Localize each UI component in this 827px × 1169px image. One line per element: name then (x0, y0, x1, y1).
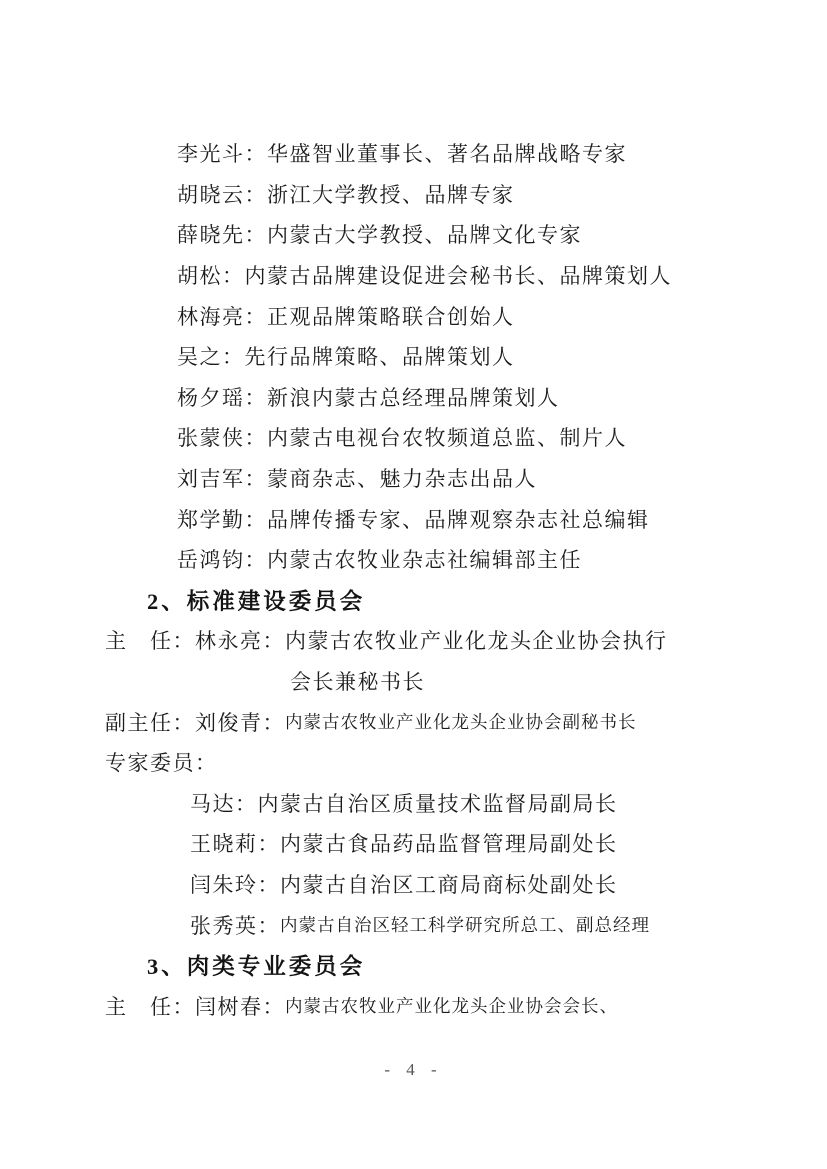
member-name: 刘俊青： (195, 710, 285, 735)
member-name: 李光斗： (177, 142, 267, 167)
section-heading-standards-committee: 2、标准建设委员会 (147, 588, 366, 614)
member-row (105, 498, 745, 539)
member-title: 蒙商杂志、魅力杂志出品人 (267, 467, 537, 492)
member-row (105, 174, 745, 215)
member-row (105, 539, 745, 580)
role-label: 主 任： (105, 629, 195, 654)
director-title-continuation (105, 661, 745, 702)
document-body (105, 133, 745, 1026)
member-row (105, 295, 745, 336)
director-row (105, 985, 745, 1026)
member-name: 闫朱玲： (190, 872, 280, 897)
member-name: 杨夕瑶： (177, 385, 267, 410)
member-title: 内蒙古大学教授、品牌文化专家 (267, 223, 582, 248)
experts-label-row (105, 742, 745, 783)
member-title: 内蒙古农牧业产业化龙头企业协会会长、 (285, 996, 618, 1017)
member-row (105, 377, 745, 418)
member-name: 薛晓先： (177, 223, 267, 248)
member-row (105, 336, 745, 377)
member-row (105, 823, 745, 864)
member-row (105, 904, 745, 945)
member-name: 林永亮： (195, 629, 285, 654)
member-title: 内蒙古品牌建设促进会秘书长、品牌策划人 (244, 264, 672, 289)
role-label: 主 任： (105, 994, 195, 1019)
member-title: 内蒙古农牧业产业化龙头企业协会副秘书长 (285, 712, 637, 733)
page-number: - 4 - (384, 1060, 443, 1079)
member-name: 王晓莉： (190, 832, 280, 857)
director-row (105, 620, 745, 661)
member-title: 正观品牌策略联合创始人 (267, 304, 515, 329)
member-name: 郑学勤： (177, 507, 267, 532)
member-name: 张蒙侠： (177, 426, 267, 451)
member-title: 品牌传播专家、品牌观察杂志社总编辑 (267, 507, 650, 532)
member-title: 浙江大学教授、品牌专家 (267, 182, 515, 207)
member-row (105, 783, 745, 824)
member-row (105, 417, 745, 458)
member-title: 内蒙古自治区工商局商标处副处长 (280, 872, 618, 897)
member-name: 闫树春： (195, 994, 285, 1019)
member-title: 内蒙古自治区质量技术监督局副局长 (257, 791, 618, 816)
member-title: 先行品牌策略、品牌策划人 (244, 345, 515, 370)
member-row (105, 458, 745, 499)
role-label: 副主任： (105, 710, 195, 735)
member-name: 岳鸿钧： (177, 548, 267, 573)
member-title: 内蒙古电视台农牧频道总监、制片人 (267, 426, 627, 451)
member-name: 胡晓云： (177, 182, 267, 207)
member-name: 林海亮： (177, 304, 267, 329)
member-title: 内蒙古农牧业杂志社编辑部主任 (267, 548, 582, 573)
member-title: 内蒙古自治区轻工科学研究所总工、副总经理 (280, 915, 650, 936)
member-title: 内蒙古农牧业产业化龙头企业协会执行 (285, 629, 668, 654)
role-label: 专家委员： (105, 751, 218, 776)
member-title: 内蒙古食品药品监督管理局副处长 (280, 832, 618, 857)
member-row (105, 133, 745, 174)
member-name: 刘吉军： (177, 467, 267, 492)
member-name: 胡松： (177, 264, 245, 289)
member-row (105, 214, 745, 255)
deputy-director-row (105, 701, 745, 742)
member-title: 会长兼秘书长 (290, 670, 425, 695)
member-name: 张秀英： (190, 913, 280, 938)
member-name: 吴之： (177, 345, 245, 370)
section-heading-meat-committee: 3、肉类专业委员会 (147, 954, 366, 980)
member-title: 华盛智业董事长、著名品牌战略专家 (267, 142, 627, 167)
member-row (105, 255, 745, 296)
member-row (105, 864, 745, 905)
member-name: 马达： (190, 791, 258, 816)
member-title: 新浪内蒙古总经理品牌策划人 (267, 385, 560, 410)
